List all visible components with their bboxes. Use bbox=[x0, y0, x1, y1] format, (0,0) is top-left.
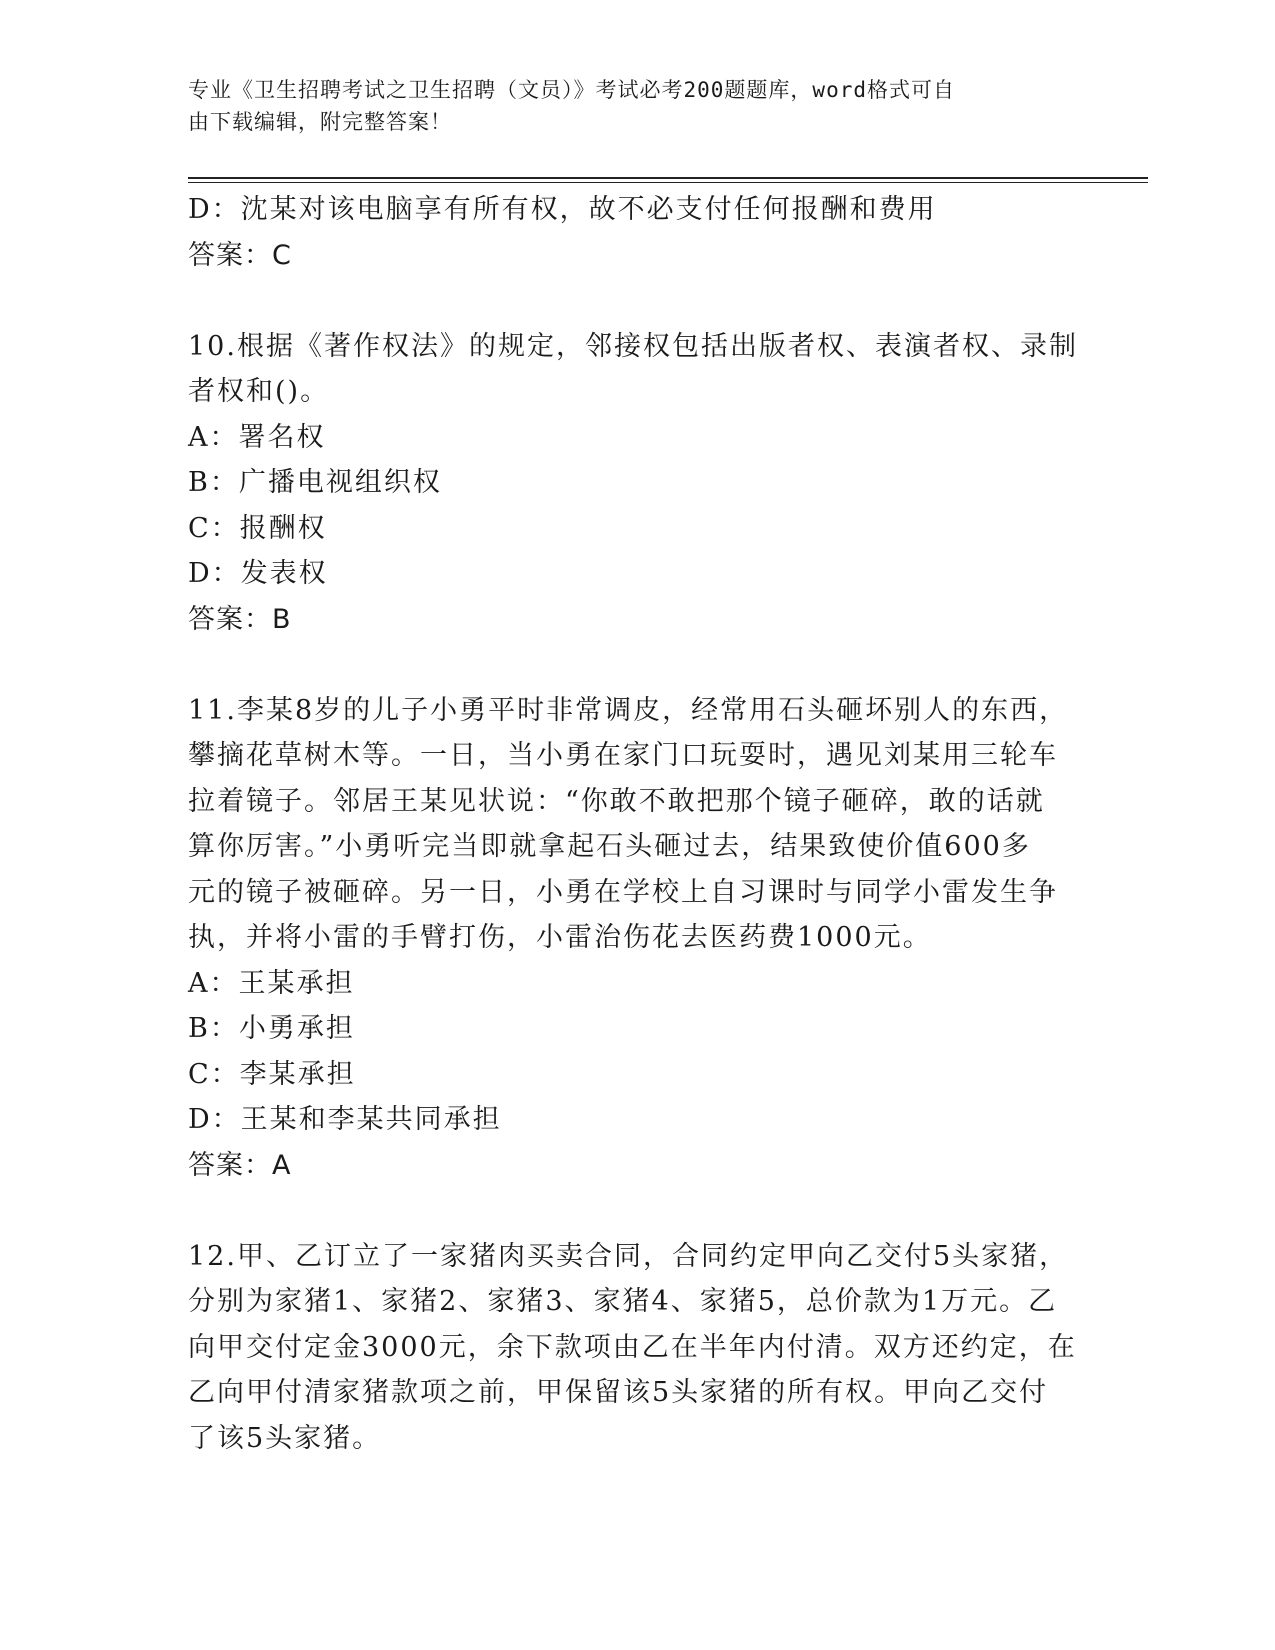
question-stem-line: 10.根据《著作权法》的规定，邻接权包括出版者权、表演者权、录制 bbox=[188, 330, 1078, 362]
option-a: A：王某承担 bbox=[188, 967, 355, 999]
question-stem-line: 执，并将小雷的手臂打伤，小雷治伤花去医药费1000元。 bbox=[188, 922, 932, 953]
option-a: A：署名权 bbox=[188, 421, 326, 453]
question-10 bbox=[188, 324, 1078, 643]
document-body bbox=[188, 187, 1078, 1461]
question-stem-line: 乙向甲付清家猪款项之前，甲保留该5头家猪的所有权。甲向乙交付 bbox=[188, 1377, 1049, 1408]
question-stem-line: 者权和()。 bbox=[188, 376, 330, 407]
question-stem-line: 分别为家猪1、家猪2、家猪3、家猪4、家猪5，总价款为1万元。乙 bbox=[188, 1286, 1058, 1317]
header-divider-thick bbox=[188, 177, 1148, 179]
header-line-2: 由下载编辑，附完整答案！ bbox=[188, 110, 452, 134]
page-header bbox=[188, 74, 1068, 138]
question-stem-line: 算你厉害。”小勇听完当即就拿起石头砸过去，结果致使价值600多 bbox=[188, 831, 1031, 862]
option-d: D：发表权 bbox=[188, 558, 328, 589]
question-stem-line: 攀摘花草树木等。一日，当小勇在家门口玩耍时，遇见刘某用三轮车 bbox=[188, 740, 1058, 771]
question-9-tail bbox=[188, 187, 1078, 278]
spacer bbox=[188, 642, 1078, 688]
option-c: C：李某承担 bbox=[188, 1058, 356, 1090]
header-divider-thin bbox=[188, 182, 1148, 183]
spacer bbox=[188, 1188, 1078, 1234]
option-c: C：报酬权 bbox=[188, 512, 327, 544]
answer-line: 答案：B bbox=[188, 603, 292, 635]
question-stem-line: 12.甲、乙订立了一家猪肉买卖合同，合同约定甲向乙交付5头家猪， bbox=[188, 1240, 1069, 1272]
option-d: D：王某和李某共同承担 bbox=[188, 1104, 502, 1135]
option-b: B：广播电视组织权 bbox=[188, 467, 442, 498]
header-line-1: 专业《卫生招聘考试之卫生招聘（文员）》考试必考200题题库，word格式可自 bbox=[188, 78, 955, 102]
spacer bbox=[188, 278, 1078, 324]
question-12 bbox=[188, 1234, 1078, 1462]
question-stem-line: 拉着镜子。邻居王某见状说：“你敢不敢把那个镜子砸碎，敢的话就 bbox=[188, 785, 1045, 817]
answer-line: 答案：A bbox=[188, 1149, 292, 1181]
question-stem-line: 11.李某8岁的儿子小勇平时非常调皮，经常用石头砸坏别人的东西， bbox=[188, 694, 1069, 726]
question-stem-line: 了该5头家猪。 bbox=[188, 1422, 382, 1454]
option-d: D：沈某对该电脑享有所有权，故不必支付任何报酬和费用 bbox=[188, 194, 937, 225]
question-stem-line: 向甲交付定金3000元，余下款项由乙在半年内付清。双方还约定，在 bbox=[188, 1331, 1077, 1363]
option-b: B：小勇承担 bbox=[188, 1013, 355, 1044]
question-stem-line: 元的镜子被砸碎。另一日，小勇在学校上自习课时与同学小雷发生争 bbox=[188, 876, 1058, 908]
question-11 bbox=[188, 688, 1078, 1189]
answer-line: 答案：C bbox=[188, 239, 292, 271]
